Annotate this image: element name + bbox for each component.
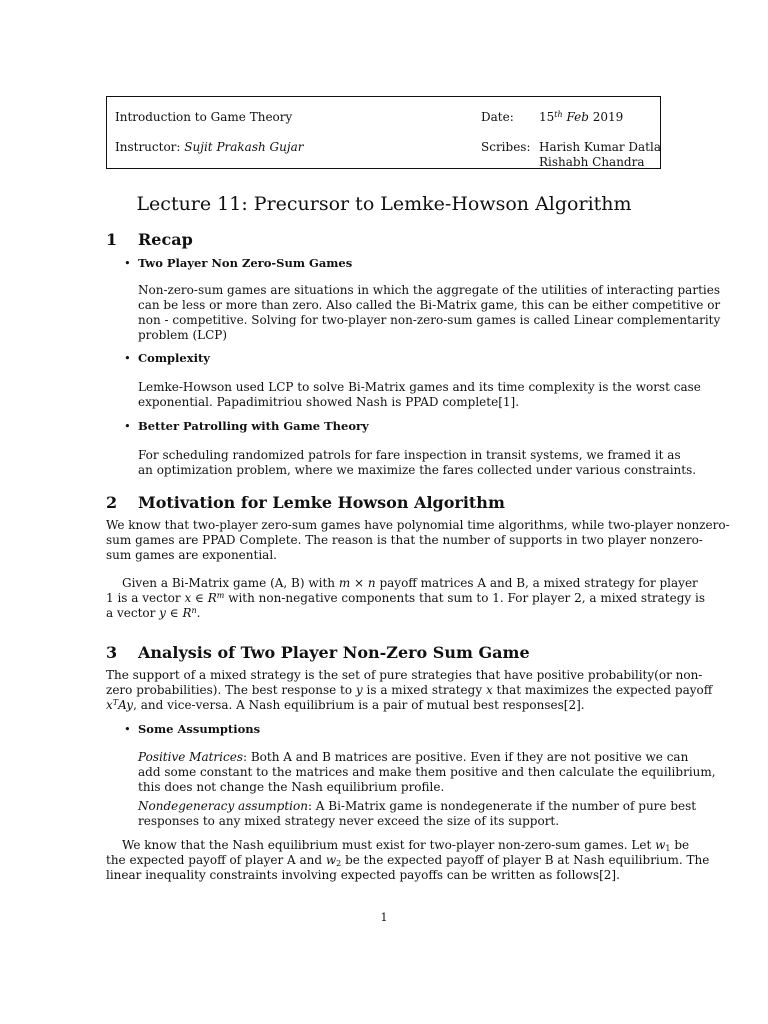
date-value	[539, 110, 623, 125]
recap-paragraph-2	[138, 380, 701, 410]
section-title: Recap	[138, 230, 193, 249]
section-title: Motivation for Lemke Howson Algorithm	[138, 493, 505, 512]
math-var-w: w	[655, 838, 666, 852]
date-month: Feb	[566, 110, 589, 124]
text-span: Given a Bi-Matrix game (A, B) with	[122, 576, 339, 590]
section-heading-recap	[106, 230, 193, 250]
date-ordinal: th	[554, 110, 563, 119]
scribe-name: Rishabh Chandra	[539, 155, 645, 169]
text-line	[106, 698, 664, 713]
text-line	[106, 853, 710, 868]
math-in: ∈	[191, 591, 208, 605]
section-heading-motivation	[106, 493, 505, 513]
section-title: Analysis of Two Player Non-Zero Sum Game	[138, 643, 530, 662]
date-year: 2019	[592, 110, 624, 124]
math-exp-m: m	[216, 591, 225, 600]
text-line	[106, 591, 705, 606]
math-var-w: w	[325, 853, 337, 867]
instructor-name: Sujit Prakash Gujar	[184, 140, 304, 154]
text-line: linear inequality constraints involving expected payoffs can be written as follows[2].	[106, 868, 620, 882]
scribes-list	[539, 140, 661, 170]
math-var-x: x	[485, 683, 493, 697]
bullet-dot-icon: •	[124, 256, 131, 270]
text-line	[106, 606, 664, 621]
text-line	[106, 683, 713, 698]
course-name: Introduction to Game Theory	[115, 110, 293, 124]
bullet-title: Better Patrolling with Game Theory	[138, 419, 369, 433]
math-dimensions: m × n	[338, 576, 376, 590]
assumption-term: Nondegeneracy assumption	[138, 799, 308, 813]
bullet-better-patrolling	[124, 419, 369, 434]
text-span: be	[670, 838, 690, 852]
bullet-complexity	[124, 351, 210, 366]
text-span: , and vice-versa. A Nash equilibrium is a pair of mutual best responses[2].	[133, 698, 585, 712]
text-line: For scheduling randomized patrols for fare inspection in transit systems, we framed it as	[138, 448, 681, 462]
text-line: Lemke-Howson used LCP to solve Bi-Matrix games and its time complexity is the worst case	[138, 380, 701, 394]
text-line: exponential. Papadimitriou showed Nash is PPAD complete[1].	[138, 395, 520, 409]
text-line: sum games are PPAD Complete. The reason is that the number of supports in two player nonzero-	[106, 533, 703, 547]
bullet-some-assumptions	[124, 722, 260, 737]
bullet-dot-icon: •	[124, 351, 131, 365]
math-var-x: x	[106, 698, 113, 712]
assumption-nondegeneracy	[138, 799, 697, 829]
text-line: can be less or more than zero. Also called the Bi-Matrix game, this can be either competitive or	[138, 298, 721, 312]
section-heading-analysis	[106, 643, 530, 663]
math-var-x: x	[184, 591, 192, 605]
text-span: the expected payoff of player A and	[106, 853, 326, 867]
math-Ay: Ay	[118, 698, 134, 712]
text-line: this does not change the Nash equilibrium profile.	[138, 780, 445, 794]
section-number: 1	[106, 230, 118, 249]
text-line	[138, 750, 689, 765]
text-span: : A Bi-Matrix game is nondegenerate if the number of pure best	[307, 799, 697, 813]
instructor-label: Instructor:	[115, 140, 181, 154]
assumption-positive-matrices	[138, 750, 716, 795]
section-number: 3	[106, 643, 118, 662]
text-line: responses to any mixed strategy never exceed the size of its support.	[138, 814, 560, 828]
text-line: Non-zero-sum games are situations in which the aggregate of the utilities of interacting parties	[138, 283, 720, 297]
math-R: R	[207, 591, 217, 605]
text-line: an optimization problem, where we maximize the fares collected under various constraints.	[138, 463, 697, 477]
text-span: payoff matrices A and B, a mixed strategy for player	[375, 576, 698, 590]
text-line	[106, 838, 690, 853]
scribe-name: Harish Kumar Datla	[539, 140, 661, 154]
text-line: add some constant to the matrices and make them positive and then calculate the equilibrium,	[138, 765, 716, 779]
text-span: be the expected payoff of player B at Nash equilibrium. The	[341, 853, 710, 867]
text-span: : Both A and B matrices are positive. Even if they are not positive we can	[242, 750, 689, 764]
motivation-paragraph-2	[106, 576, 705, 621]
text-line: We know that two-player zero-sum games have polynomial time algorithms, while two-player nonzero-	[106, 518, 730, 532]
text-span: 1 is a vector	[106, 591, 185, 605]
bullet-dot-icon: •	[124, 419, 131, 433]
lecture-header-box	[106, 96, 661, 169]
math-in: ∈	[165, 606, 183, 620]
text-span: a vector	[106, 606, 160, 620]
section-number: 2	[106, 493, 118, 512]
analysis-paragraph-2	[106, 838, 710, 883]
page-number: 1	[380, 911, 388, 924]
motivation-paragraph-1	[106, 518, 730, 563]
text-span: .	[196, 606, 201, 620]
text-line: problem (LCP)	[138, 328, 228, 342]
text-line	[106, 576, 698, 591]
bullet-title: Two Player Non Zero-Sum Games	[138, 256, 353, 270]
text-line	[138, 799, 697, 814]
text-span: is a mixed strategy	[362, 683, 486, 697]
math-transpose: T	[112, 698, 119, 707]
text-line: non - competitive. Solving for two-player non-zero-sum games is called Linear complementarity	[138, 313, 721, 327]
recap-paragraph-3	[138, 448, 697, 478]
analysis-paragraph-1	[106, 668, 713, 713]
lecture-title: Lecture 11: Precursor to Lemke-Howson Algorithm	[136, 193, 632, 215]
assumption-term: Positive Matrices	[138, 750, 243, 764]
math-subscript: 2	[336, 859, 342, 868]
math-R: R	[182, 606, 192, 620]
text-line: sum games are exponential.	[106, 548, 277, 562]
math-exp-n: n	[191, 606, 197, 615]
text-span: We know that the Nash equilibrium must exist for two-player non-zero-sum games. Let	[122, 838, 656, 852]
text-span: with non-negative components that sum to 1. For player 2, a mixed strategy is	[224, 591, 705, 605]
bullet-title: Complexity	[138, 351, 210, 365]
math-subscript: 1	[665, 844, 671, 853]
instructor-line	[115, 140, 303, 155]
date-day: 15	[539, 110, 555, 124]
math-var-y: y	[355, 683, 363, 697]
bullet-title: Some Assumptions	[138, 722, 261, 736]
scribes-label: Scribes:	[481, 140, 531, 154]
text-line: The support of a mixed strategy is the set of pure strategies that have positive probability(or non-	[106, 668, 703, 682]
date-label: Date:	[481, 110, 514, 124]
math-var-y: y	[159, 606, 166, 620]
recap-paragraph-1	[138, 283, 721, 343]
bullet-dot-icon: •	[124, 722, 131, 736]
text-span: zero probabilities). The best response to	[106, 683, 356, 697]
text-span: that maximizes the expected payoff	[492, 683, 713, 697]
bullet-two-player-non-zero-sum	[124, 256, 352, 271]
